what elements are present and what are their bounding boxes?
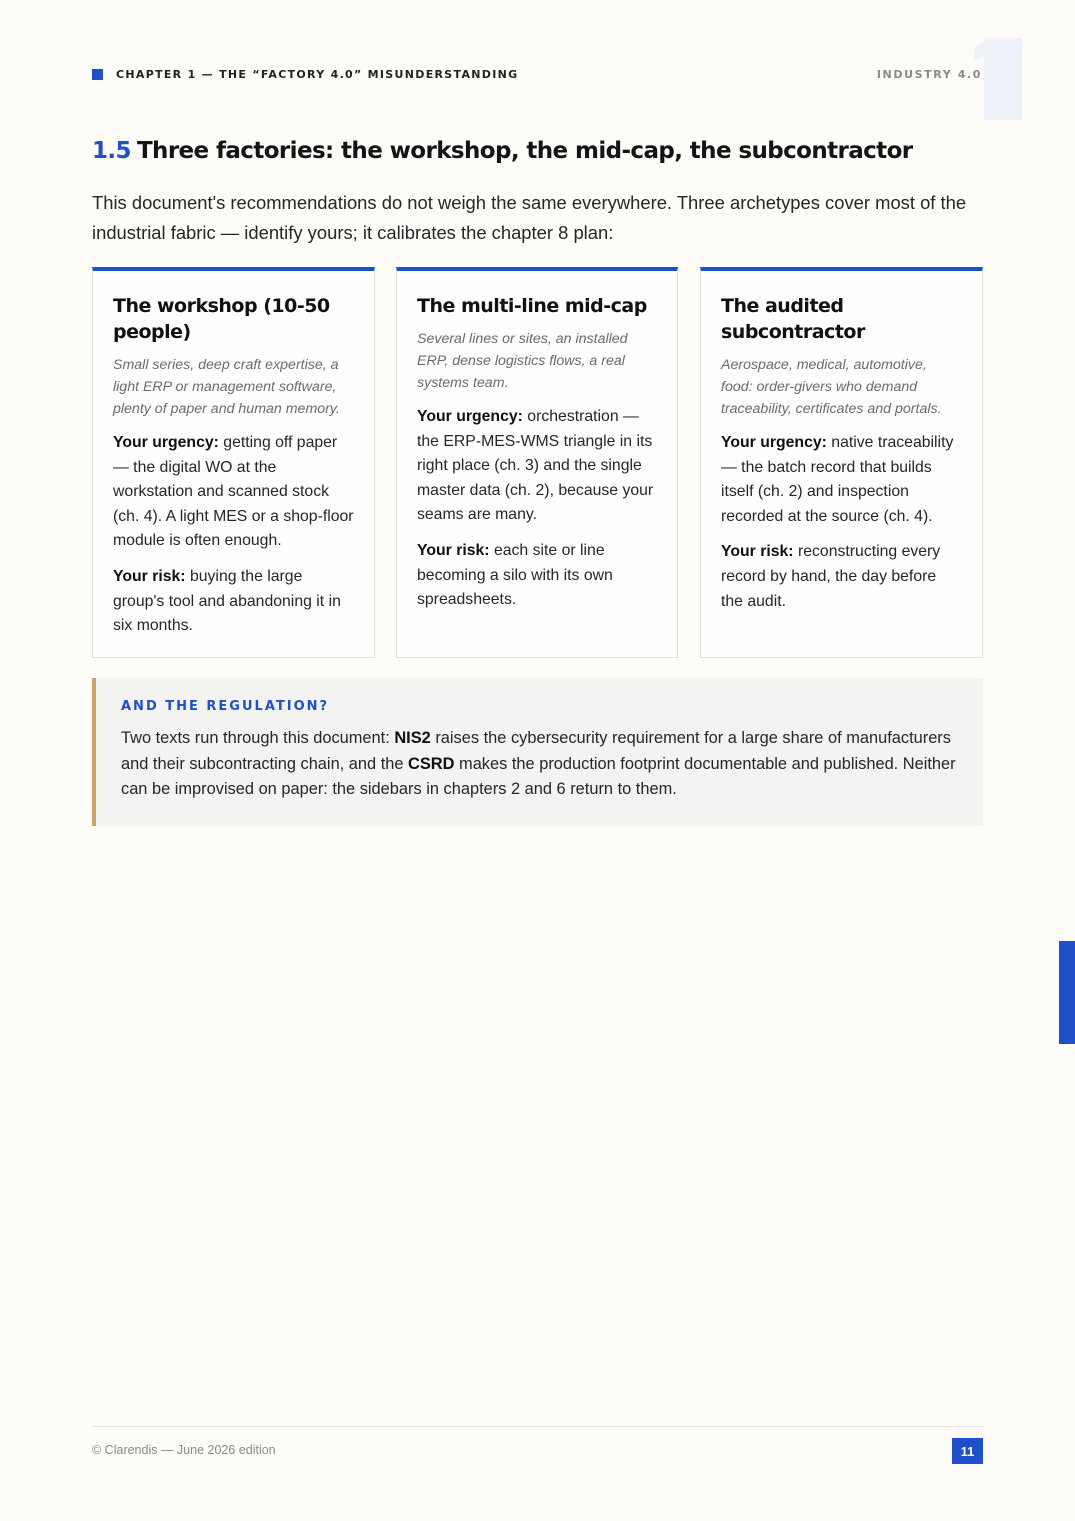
card-title: The multi-line mid-cap <box>417 295 647 317</box>
section-number: 1.5 <box>92 138 131 164</box>
card-urgency <box>113 431 354 554</box>
risk-text: each site or line becoming a silo with its own spreadsheets. <box>417 541 613 609</box>
card-risk <box>721 540 962 614</box>
urgency-text: native traceability — the batch record that builds itself (ch. 2) and inspection recorded at the source (ch. 4). <box>721 434 954 525</box>
chapter-header <box>92 68 518 81</box>
regulation-callout <box>92 678 983 826</box>
risk-label: Your risk: <box>417 541 490 559</box>
callout-term-nis2: NIS2 <box>394 729 431 747</box>
risk-text: buying the large group's tool and abandoning it in six months. <box>113 567 341 635</box>
callout-text-part: makes the production footprint documentable and published. Neither can be improvised on paper: the sidebars in chapters 2 and 6 return to them. <box>121 754 956 799</box>
callout-text-part: Two texts run through this document: <box>121 729 395 747</box>
risk-text: reconstructing every record by hand, the day before the audit. <box>721 543 941 610</box>
callout-text <box>121 726 958 803</box>
intro-paragraph: This document's recommendations do not weigh the same everywhere. Three archetypes cover most of the industrial fabric — identify yours; it calibrates the chapter 8 plan: <box>92 192 967 243</box>
urgency-text: getting off paper — the digital WO at the workstation and scanned stock (ch. 4). A light MES or a shop-floor module is often enough. <box>113 434 354 550</box>
urgency-label: Your urgency: <box>417 408 523 425</box>
card-description: Several lines or sites, an installed ERP, dense logistics flows, a real systems team. <box>417 331 628 391</box>
archetype-card-subcontractor <box>700 267 983 658</box>
card-title: The workshop (10-50 people) <box>113 295 330 343</box>
callout-term-csrd: CSRD <box>408 754 455 773</box>
page-number-badge: 11 <box>952 1438 983 1464</box>
footer-copyright: © Clarendis — June 2026 edition <box>92 1443 276 1457</box>
callout-text-part: raises the cybersecurity requirement for a large share of manufacturers and their subcontracting chain, and the <box>121 729 951 773</box>
chapter-side-tab <box>1059 941 1075 1044</box>
risk-label: Your risk: <box>113 567 186 585</box>
card-title: The audited subcontractor <box>721 295 865 343</box>
chapter-marker-square <box>92 69 103 80</box>
card-description: Small series, deep craft expertise, a light ERP or management software, plenty of paper and human memory. <box>113 357 340 417</box>
card-risk <box>113 565 354 639</box>
card-description: Aerospace, medical, automotive, food: order-givers who demand traceability, certificates and portals. <box>721 357 942 417</box>
callout-label: AND THE REGULATION? <box>121 699 330 714</box>
risk-label: Your risk: <box>721 543 794 561</box>
urgency-label: Your urgency: <box>113 434 219 451</box>
card-risk <box>417 539 657 613</box>
urgency-text: orchestration — the ERP-MES-WMS triangle in its right place (ch. 3) and the single master data (ch. 2), because your seams are many. <box>417 408 654 524</box>
section-title: Three factories: the workshop, the mid-cap, the subcontractor <box>136 138 913 164</box>
archetype-card-workshop <box>92 267 375 658</box>
chapter-label: CHAPTER 1 — THE “FACTORY 4.0” MISUNDERSTANDING <box>116 67 519 81</box>
footer-divider <box>92 1426 983 1427</box>
card-urgency <box>417 405 657 528</box>
archetype-card-midcap <box>396 267 678 658</box>
urgency-label: Your urgency: <box>721 434 827 451</box>
document-label: INDUSTRY 4.0 <box>876 67 982 81</box>
card-urgency <box>721 431 962 529</box>
chapter-numeral-graphic <box>984 38 1022 120</box>
section-heading <box>92 138 982 164</box>
running-header <box>92 66 982 82</box>
